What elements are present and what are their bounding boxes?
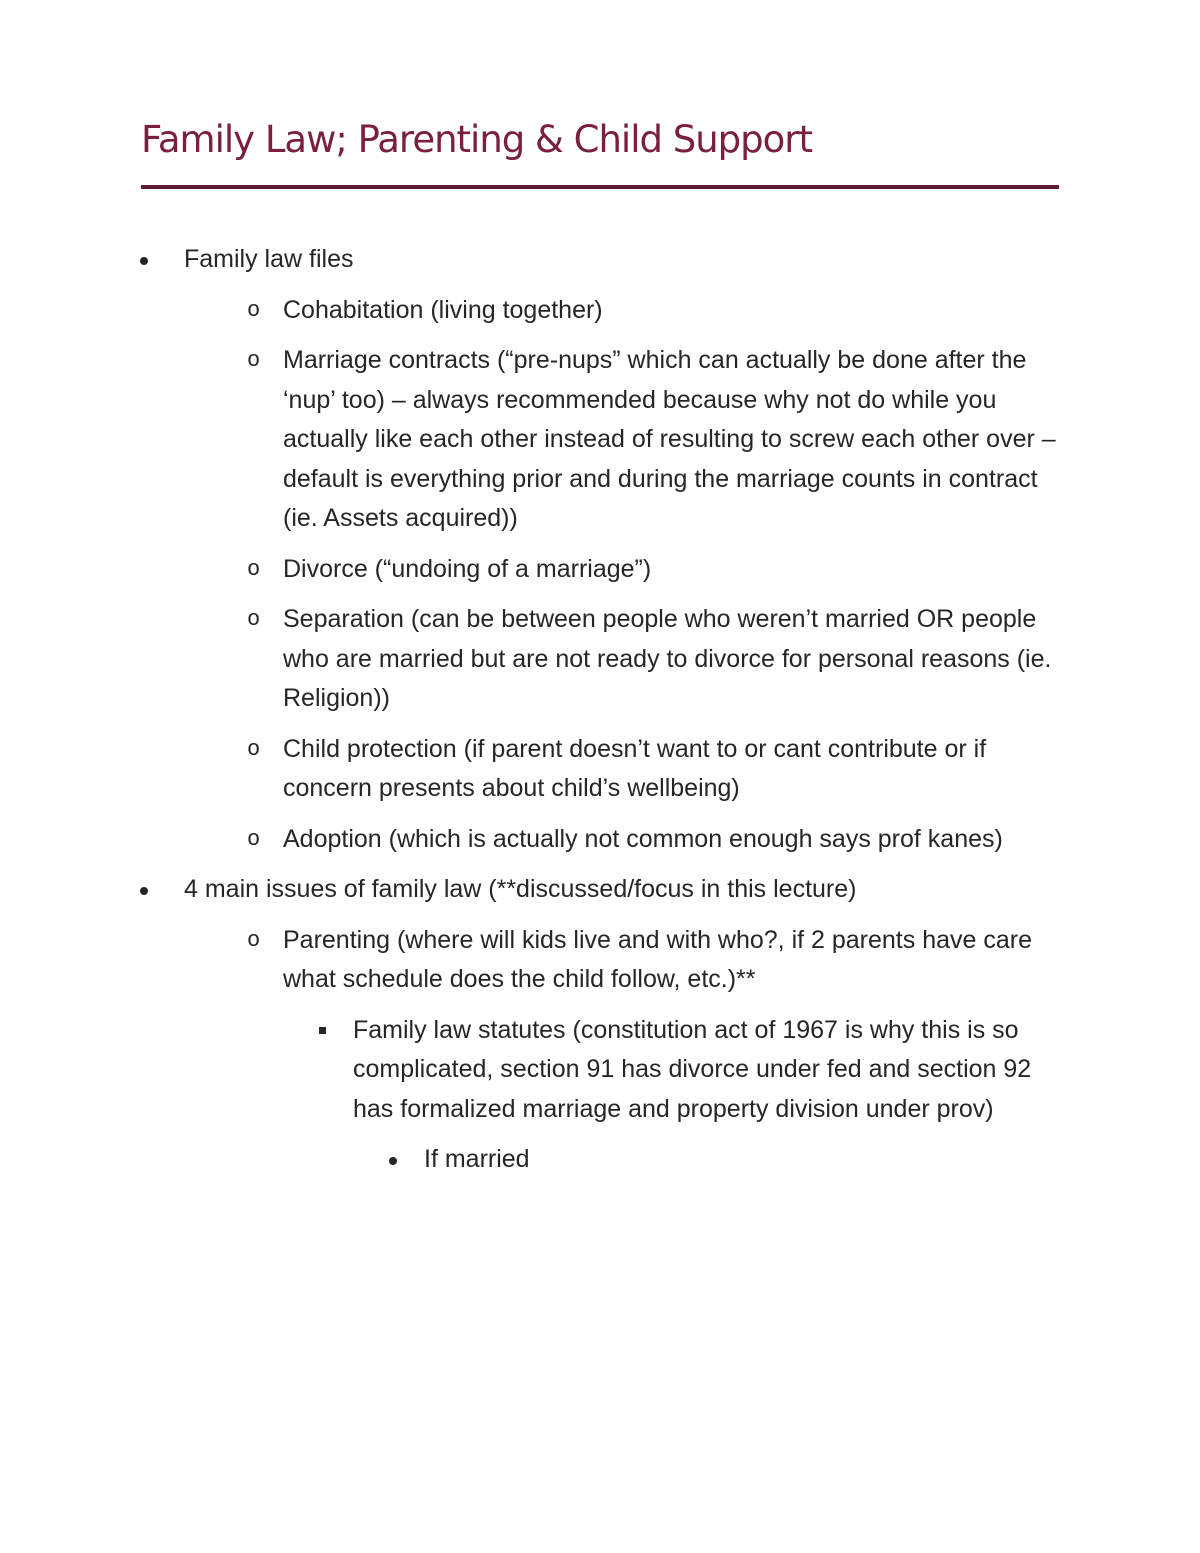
list-item: [0, 341, 1058, 539]
list-item: [0, 870, 1054, 910]
list-item: [0, 550, 1058, 590]
title-divider: [141, 185, 1059, 189]
list-item: [0, 1140, 1058, 1180]
list-item-text: If married: [424, 1145, 530, 1173]
list-item-text: Parenting (where will kids live and with who?, if 2 parents have care what schedule does the child follow, etc.)**: [283, 925, 1032, 993]
list-item-text: Separation (can be between people who weren’t married OR people who are married but are not ready to divorce for personal reasons (ie. Religion)): [283, 605, 1052, 712]
list-item: [0, 921, 1058, 1000]
bullet-square-icon: [319, 1011, 326, 1051]
bullet-dot-icon: [389, 1140, 397, 1180]
list-item: [0, 1011, 1058, 1130]
list-item: [0, 240, 1054, 280]
list-item-text: Family law files: [184, 245, 354, 273]
bullet-circle-icon: o: [247, 607, 261, 632]
bullet-circle-icon: o: [247, 826, 261, 852]
bullet-dot-icon: [140, 870, 148, 910]
bullet-circle-icon: o: [247, 736, 261, 762]
bullet-circle-icon: o: [247, 927, 261, 953]
list-item: [0, 730, 1058, 809]
list-item-text: Family law statutes (constitution act of 1967 is why this is so complicated, section 91 has divorce under fed and section 92 has formalized marriage and property division under prov): [353, 1015, 1032, 1123]
list-item-text: Divorce (“undoing of a marriage”): [283, 554, 652, 583]
outline-list: [0, 240, 1200, 1191]
list-item: [0, 820, 1058, 860]
list-item-text: Adoption (which is actually not common enough says prof kanes): [283, 824, 1003, 853]
bullet-circle-icon: o: [247, 556, 261, 582]
list-item: [0, 291, 1058, 331]
bullet-dot-icon: [140, 240, 148, 280]
page-title: Family Law; Parenting & Child Support: [141, 118, 812, 161]
bullet-circle-icon: o: [247, 297, 261, 323]
list-item: [0, 600, 1058, 719]
bullet-circle-icon: o: [247, 348, 261, 373]
list-item-text: Child protection (if parent doesn’t want to or cant contribute or if concern presents about child’s wellbeing): [283, 734, 987, 802]
list-item-text: Cohabitation (living together): [283, 295, 603, 324]
list-item-text: Marriage contracts (“pre-nups” which can actually be done after the ‘nup’ too) – always recommended because why not do while you actually like each other instead of resulting to screw each other over – default is everything prior and during the marriage counts in contract (ie. Assets acquired)): [283, 346, 1056, 532]
list-item-text: 4 main issues of family law (**discussed/focus in this lecture): [184, 875, 857, 903]
